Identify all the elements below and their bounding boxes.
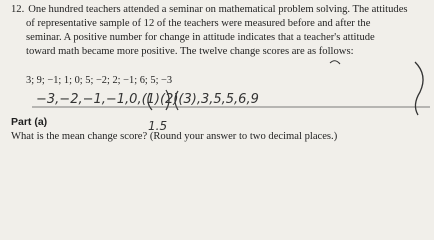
problem-text-line-1: One hundred teachers attended a seminar on mathematical problem solving. The attitudes (28, 4, 408, 15)
problem-number: 12. (11, 4, 25, 15)
handwritten-sorted-scores: −3,−2,−1,−1,0,(1)(2)(3),3,5,5,6,9 (36, 92, 259, 107)
handwritten-median: 1.5 (148, 119, 168, 133)
part-label: Part (a) (11, 116, 48, 128)
problem-line-4: toward math became more positive. The twelve change scores are as follows: (26, 46, 354, 57)
handwritten-tick (330, 61, 340, 64)
change-scores: 3; 9; −1; 1; 0; 5; −2; 2; −1; 6; 5; −3 (26, 75, 173, 86)
problem-line-3: seminar. A positive number for change in attitude indicates that a teacher's attitude (26, 32, 375, 43)
part-question: What is the mean change score? (Round your answer to two decimal places.) (11, 131, 338, 142)
problem-line-2: of representative sample of 12 of the teachers were measured before and after the (26, 18, 371, 29)
